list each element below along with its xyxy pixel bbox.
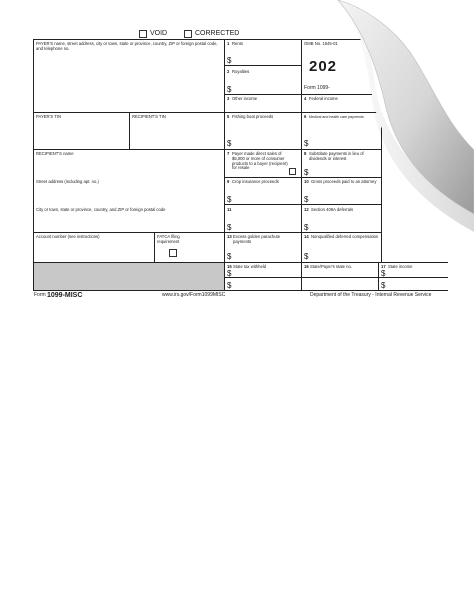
box10-number: 10: [304, 179, 309, 184]
box2-label: Royalties: [232, 69, 250, 74]
box16-label: State/Payer's state no.: [310, 264, 352, 269]
box12-label: Section 409A deferrals: [311, 207, 354, 212]
box2-number: 2: [227, 69, 230, 74]
box15-number: 15: [227, 264, 232, 269]
box11-dollar: $: [227, 223, 232, 232]
box4-label: Federal income: [309, 96, 338, 101]
box14-number: 14: [304, 234, 309, 239]
box15-label: State tax withheld: [233, 264, 267, 269]
box9-label: Crop insurance proceeds: [232, 179, 279, 184]
box13-label: Excess golden parachute payments: [233, 234, 281, 244]
box16-number: 16: [304, 264, 309, 269]
box1-label: Rents: [232, 41, 243, 46]
street-address-label: Street address (including apt. no.): [36, 179, 99, 184]
box17-dollar-2: $: [381, 281, 386, 290]
box8-number: 8: [304, 151, 307, 156]
box7-label: Payer made direct sales of $5,000 or more of consumer products to a buyer (recipient) for resale: [232, 151, 288, 171]
box10-label: Gross proceeds paid to an attorney: [311, 179, 377, 184]
payer-info-label: PAYER'S name, street address, city or town, state or province, country, ZIP or foreign postal code, and telephone no.: [36, 41, 218, 51]
city-state-label: City or town, state or province, country, and ZIP or foreign postal code: [36, 207, 166, 212]
box2-dollar: $: [227, 85, 232, 94]
box15-dollar-2: $: [227, 281, 232, 290]
box17-number: 17: [381, 264, 386, 269]
box6-label: Medical and health care payments: [309, 115, 364, 119]
payer-tin-label: PAYER'S TIN: [36, 114, 61, 119]
box9-number: 9: [227, 179, 230, 184]
box17-dollar-1: $: [381, 269, 386, 278]
box10-dollar: $: [304, 195, 309, 204]
box5-number: 5: [227, 114, 230, 119]
void-label: VOID: [150, 30, 168, 37]
account-number-label: Account number (see instructions): [36, 234, 100, 239]
box6-dollar: $: [304, 139, 309, 148]
box7-number: 7: [227, 151, 230, 156]
footer-form-prefix: Form: [34, 292, 46, 298]
recipient-name-label: RECIPIENT'S name: [36, 151, 74, 156]
box15-dollar-1: $: [227, 269, 232, 278]
recipient-tin-label: RECIPIENT'S TIN: [132, 114, 166, 119]
box17-label: State income: [388, 264, 413, 269]
box8-dollar: $: [304, 168, 309, 177]
box12-dollar: $: [304, 223, 309, 232]
form-name-fragment: Form 1099-: [304, 85, 330, 91]
box1-number: 1: [227, 41, 230, 46]
tax-year: 202: [309, 58, 338, 75]
box4-number: 4: [304, 96, 307, 101]
box5-dollar: $: [227, 139, 232, 148]
box5-label: Fishing boat proceeds: [232, 114, 274, 119]
box8-label: Substitute payments in lieu of dividends or interest: [309, 151, 364, 161]
box14-dollar: $: [304, 252, 309, 261]
box13-dollar: $: [227, 252, 232, 261]
fatca-label: FATCA filing requirement: [157, 234, 180, 244]
footer-form-name: 1099-MISC: [47, 292, 83, 299]
box12-number: 12: [304, 207, 309, 212]
box1-dollar: $: [227, 56, 232, 65]
box3-number: 3: [227, 96, 230, 101]
corrected-label: CORRECTED: [195, 30, 240, 37]
box6-number: 6: [304, 114, 307, 119]
footer-department: Department of the Treasury - Internal Revenue Service: [310, 292, 432, 298]
box13-number: 13: [227, 234, 232, 239]
box9-dollar: $: [227, 195, 232, 204]
box14-label: Nonqualified deferred compensation: [311, 234, 379, 239]
box11-number: 11: [227, 207, 232, 212]
box3-label: Other income: [232, 96, 258, 101]
omb-number: OMB No. 1545-01: [304, 41, 338, 46]
footer-url: www.irs.gov/Form1099MISC: [162, 292, 226, 298]
